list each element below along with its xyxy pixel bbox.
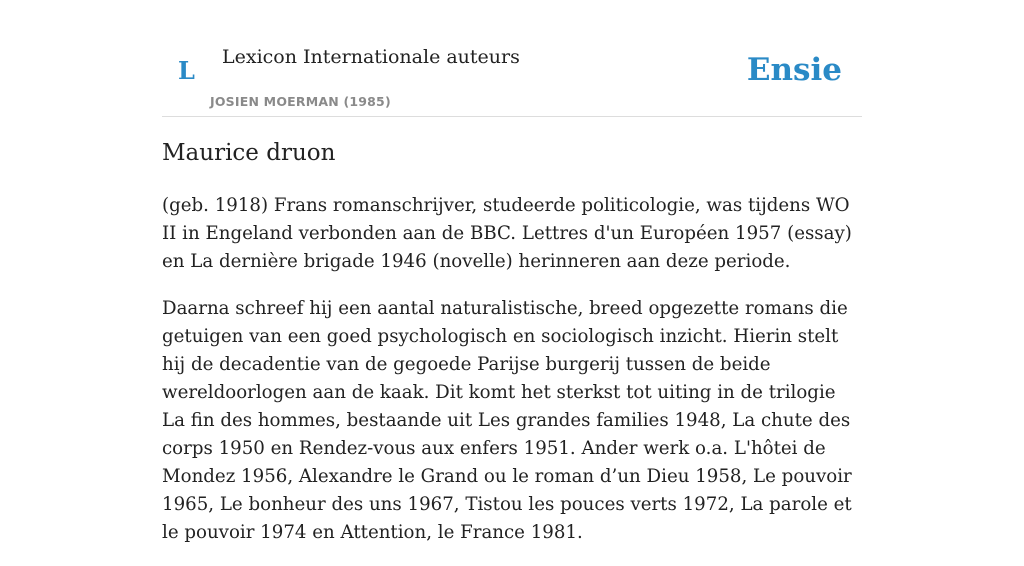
- lexicon-logo[interactable]: L: [178, 56, 195, 85]
- page-header: [162, 0, 862, 117]
- page-content: [162, 0, 862, 543]
- entry-body: [162, 192, 862, 566]
- author-line[interactable]: JOSIEN MOERMAN (1985): [210, 94, 391, 109]
- entry-paragraph: (geb. 1918) Frans romanschrijver, studeerde politicologie, was tijdens WO II in Engeland verbonden aan de BBC. Lettres d'un Européen 1957 (essay) en La dernière brigade 1946 (novelle) herinneren aan deze periode.: [162, 195, 852, 272]
- lexicon-title[interactable]: Lexicon Internationale auteurs: [222, 46, 520, 68]
- entry-paragraph: Daarna schreef hij een aantal naturalistische, breed opgezette romans die getuigen van een goed psychologisch en sociologisch inzicht. Hierin stelt hij de decadentie van de gegoede Parijse burgerij tussen de beide wereldoorlogen aan de kaak. Dit komt het sterkst tot uiting in de trilogie La fin des hommes, bestaande uit Les grandes families 1948, La chute des corps 1950 en Rendez-vous aux enfers 1951. Ander werk o.a. L'hôtei de Mondez 1956, Alexandre le Grand ou le roman d’un Dieu 1958, Le pouvoir 1965, Le bonheur des uns 1967, Tistou les pouces verts 1972, La parole et le pouvoir 1974 en Attention, le France 1981.: [162, 298, 852, 543]
- brand-logo[interactable]: Ensie: [746, 52, 842, 88]
- entry-title: Maurice druon: [162, 140, 336, 166]
